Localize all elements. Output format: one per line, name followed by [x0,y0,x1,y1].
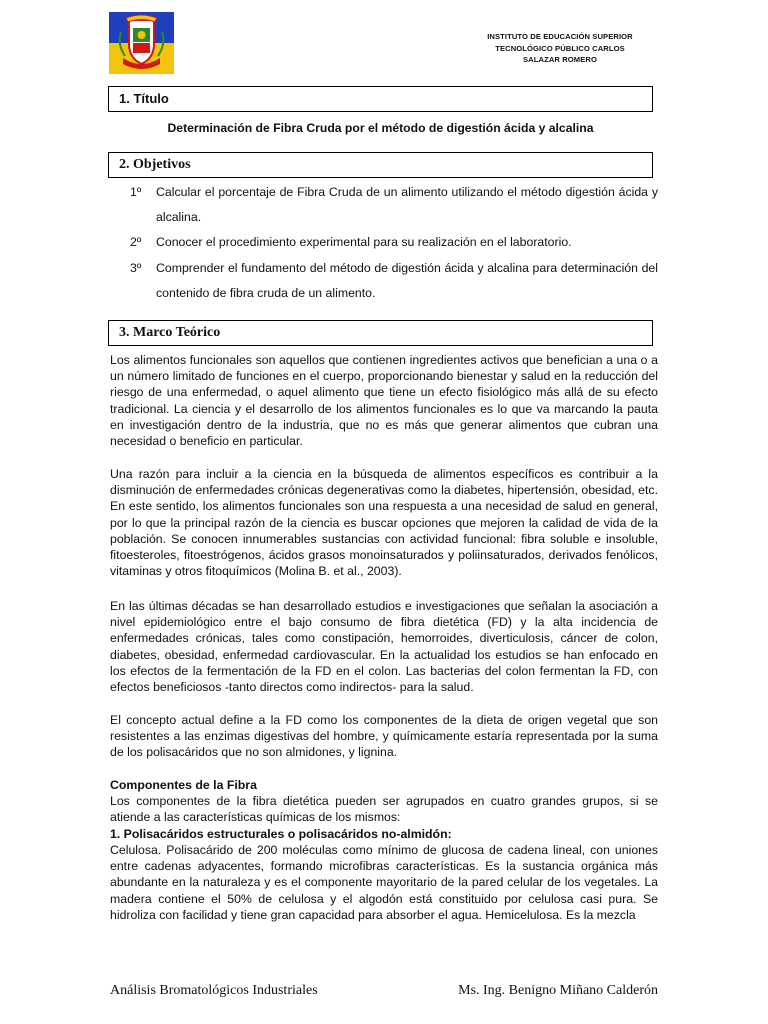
footer-author: Ms. Ing. Benigno Miñano Calderón [458,983,658,998]
components-subheading: 1. Polisacáridos estructurales o polisacáridos no-almidón: [110,827,452,841]
components-text: Celulosa. Polisacárido de 200 moléculas como mínimo de glucosa de cadena lineal, con uniones entre cadenas adyacentes, formando microfibras características. Es la sustancia orgánica más abundante en la naturaleza y es el componente mayoritario de la pared celular de los vegetales. La madera contiene el 50% de celulosa y el algodón está constituido por celulosa casi pura. Se hidroliza con facilidad y tiene gran capacidad para absorber el agua. Hemicelulosa. Es la mezcla [110,843,658,922]
objective-item [130,230,658,255]
objective-text: Conocer el procedimiento experimental para su realización en el laboratorio. [156,235,572,249]
section-heading-objectives: 2. Objetivos [108,152,653,178]
components-heading: Componentes de la Fibra [110,778,257,792]
objective-text: Comprender el fundamento del método de digestión ácida y alcalina para determinación del contenido de fibra cruda de un alimento. [156,261,658,300]
objective-number: 3º [130,261,142,275]
institution-line-3: SALAZAR ROMERO [523,55,597,64]
objective-text: Calcular el porcentaje de Fibra Cruda de un alimento utilizando el método digestión ácida y alcalina. [156,185,658,224]
section-heading-theory: 3. Marco Teórico [108,320,653,346]
institution-logo [109,12,174,74]
objective-item [130,256,658,306]
institution-line-1: INSTITUTO DE EDUCACIÓN SUPERIOR [487,32,633,41]
theory-paragraph-2: Una razón para incluir a la ciencia en la búsqueda de alimentos específicos es contribuir a la disminución de enfermedades crónicas degenerativas como la diabetes, hipertensión, obesidad, etc. En este sentido, los alimentos funcionales son una respuesta a una necesidad de salud en general, por lo que la principal razón de la ciencia es buscar opciones que mejoren la calidad de vida de la población. Se conocen innumerables sustancias con actividad funcional: fibra soluble e insoluble, fitoesteroles, fitoestrógenos, ácidos grasos monoinsaturados y poliinsaturados, derivados fenólicos, vitaminas y otros fitoquímicos (Molina B. et al., 2003). [110,467,658,579]
theory-paragraph-1: Los alimentos funcionales son aquellos que contienen ingredientes activos que benefician a una o a un número limitado de funciones en el cuerpo, proporcionando bienestar y salud en la reducción del riesgo de una enfermedad, o aquel alimento que tiene un efecto fisiológico más allá de su efecto tradicional. La ciencia y el desarrollo de los alimentos funcionales es lo que va marcando la pauta en investigación dentro de la industria, que no es más que generar alimentos que cubran una necesidad o beneficio en particular. [110,353,658,449]
components-intro: Los componentes de la fibra dietética pueden ser agrupados en cuatro grandes grupos, si se atiende a las características químicas de los mismos: [110,794,658,825]
theory-paragraph-3: En las últimas décadas se han desarrollado estudios e investigaciones que señalan la asociación a nivel epidemiológico entre el bajo consumo de fibra dietética (FD) y la alta incidencia de enfermedades crónicas, tales como constipación, hemorroides, diverticulosis, cáncer de colon, diabetes, obesidad, enfermedad cardiovascular. En la actualidad los estudios se han enfocado en los efectos de la fermentación de la FD en el colon. Las bacterias del colon fermentan la FD, con efectos beneficiosos -tanto directos como indirectos- para la salud. [110,599,658,695]
objective-number: 1º [130,185,142,199]
institution-name [470,31,650,66]
theory-paragraph-4: El concepto actual define a la FD como los componentes de la dieta de origen vegetal que son resistentes a las enzimas digestivas del hombre, y químicamente estaría representada por la suma de los polisacáridos que no son almidones, y lignina. [110,713,658,760]
objective-item [130,180,658,230]
institution-line-2: TECNOLÓGICO PÚBLICO CARLOS [495,43,625,53]
footer-course: Análisis Bromatológicos Industriales [110,983,318,998]
section-heading-title: 1. Título [108,86,653,112]
document-title: Determinación de Fibra Cruda por el método de digestión ácida y alcalina [167,121,594,135]
objective-number: 2º [130,235,142,249]
